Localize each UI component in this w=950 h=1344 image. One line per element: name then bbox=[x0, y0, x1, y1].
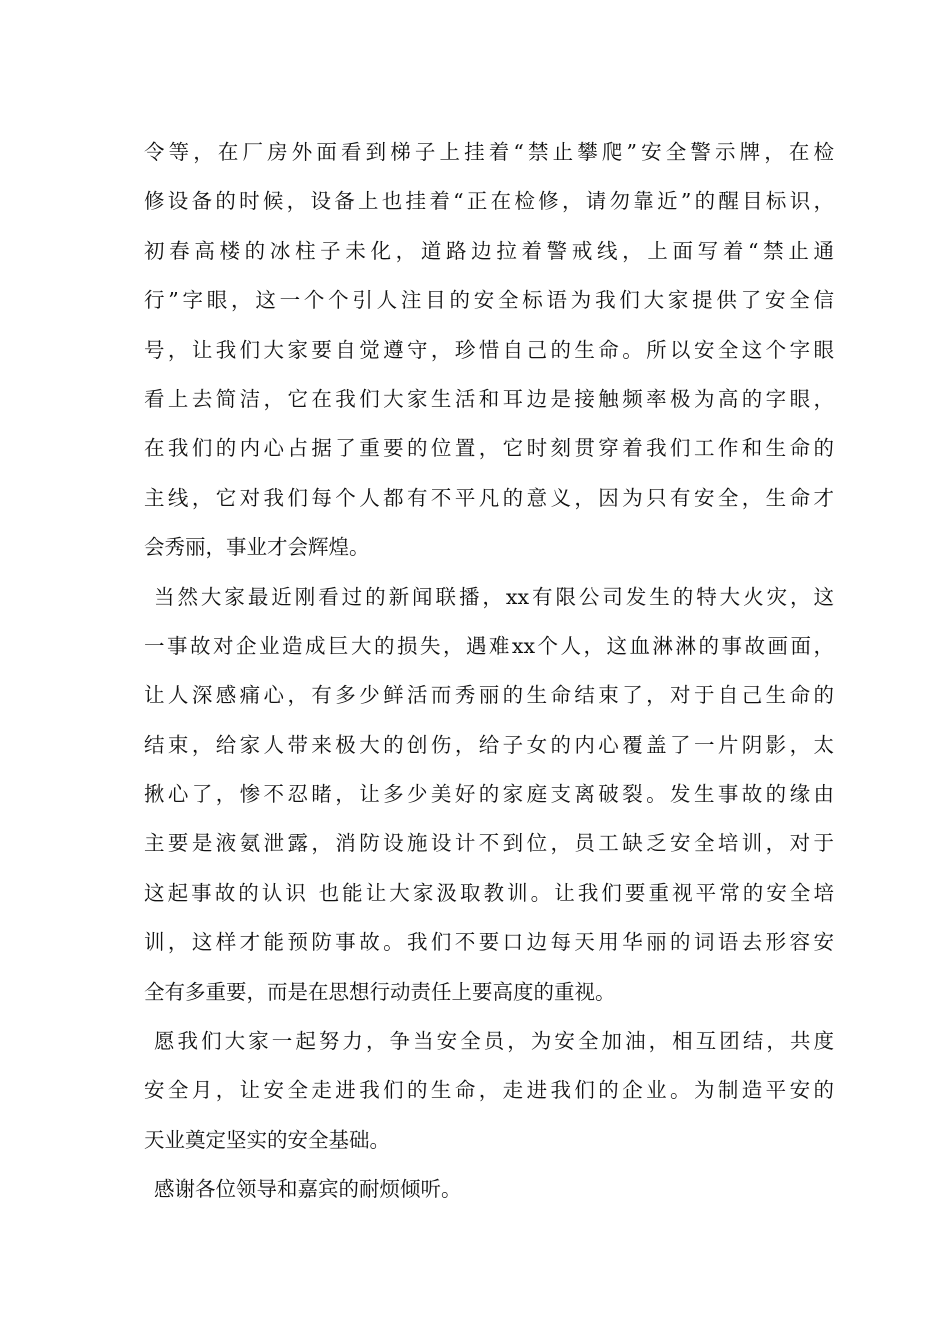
text-line: 令等，在厂房外面看到梯子上挂着“禁止攀爬”安全警示牌，在检 bbox=[144, 140, 834, 164]
text-line: 会秀丽，事业才会辉煌。 bbox=[144, 535, 370, 560]
text-line: 让人深感痛心，有多少鲜活而秀丽的生命结束了，对于自己生命的 bbox=[144, 683, 834, 708]
text-line: 看上去简洁，它在我们大家生活和耳边是接触频率极为高的字眼， bbox=[144, 386, 834, 411]
text-line: 修设备的时候，设备上也挂着“正在检修，请勿靠近”的醒目标识， bbox=[144, 189, 834, 214]
text-line: 主线，它对我们每个人都有不平凡的意义，因为只有安全，生命才 bbox=[144, 485, 834, 510]
paragraph-first-line: 感谢各位领导和嘉宾的耐烦倾听。 bbox=[154, 1177, 462, 1202]
body-text bbox=[144, 128, 834, 1215]
text-line: 结束，给家人带来极大的创伤，给子女的内心覆盖了一片阴影，太 bbox=[144, 732, 834, 757]
text-line: 一事故对企业造成巨大的损失，遇难xx个人，这血淋淋的事故画面， bbox=[144, 633, 834, 658]
paragraph-first-line: 当然大家最近刚看过的新闻联播，xx有限公司发生的特大火灾，这 bbox=[154, 584, 834, 609]
text-line: 这起事故的认识 也能让大家汲取教训。让我们要重视平常的安全培 bbox=[144, 880, 834, 905]
text-line: 全有多重要，而是在思想行动责任上要高度的重视。 bbox=[144, 979, 616, 1004]
text-line: 天业奠定坚实的安全基础。 bbox=[144, 1127, 390, 1152]
text-line: 主要是液氨泄露，消防设施设计不到位，员工缺乏安全培训，对于 bbox=[144, 831, 834, 856]
text-line: 行”字眼，这一个个引人注目的安全标语为我们大家提供了安全信 bbox=[144, 288, 834, 313]
paragraph-first-line: 愿我们大家一起努力，争当安全员，为安全加油，相互团结，共度 bbox=[154, 1029, 834, 1054]
text-line: 号，让我们大家要自觉遵守，珍惜自己的生命。所以安全这个字眼 bbox=[144, 337, 834, 362]
text-line: 揪心了，惨不忍睹，让多少美好的家庭支离破裂。发生事故的缘由 bbox=[144, 782, 834, 807]
text-line: 训，这样才能预防事故。我们不要口边每天用华丽的词语去形容安 bbox=[144, 930, 834, 955]
text-line: 初春高楼的冰柱子未化，道路边拉着警戒线，上面写着“禁止通 bbox=[144, 238, 834, 263]
text-line: 安全月，让安全走进我们的生命，走进我们的企业。为制造平安的 bbox=[144, 1078, 834, 1103]
text-line: 在我们的内心占据了重要的位置，它时刻贯穿着我们工作和生命的 bbox=[144, 436, 834, 461]
